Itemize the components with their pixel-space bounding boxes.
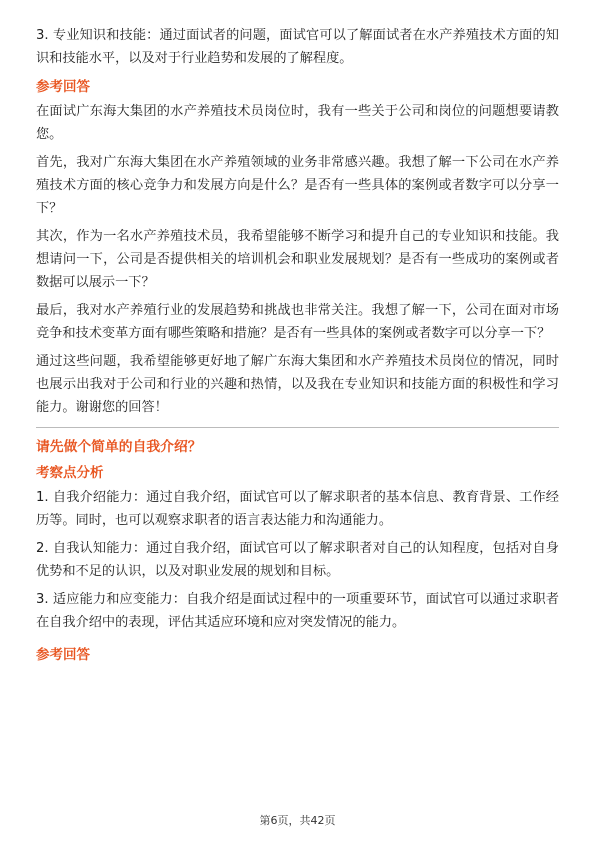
section-divider [36,427,559,428]
reference-answer-heading: 参考回答 [36,79,90,95]
analysis-point-3: 3. 专业知识和技能：通过面试者的问题，面试官可以了解面试者在水产养殖技术方面的知识和技能水平，以及对于行业趋势和发展的了解程度。 [36,28,559,66]
document-page [36,24,559,668]
answer-paragraph-first: 首先，我对广东海大集团在水产养殖领域的业务非常感兴趣。我想了解一下公司在水产养殖技术方面的核心竞争力和发展方向是什么？是否有一些具体的案例或者数字可以分享一下？ [36,155,559,216]
analysis-heading: 考察点分析 [36,465,104,481]
reference-answer-heading-2: 参考回答 [36,647,90,663]
answer-paragraph-second: 其次，作为一名水产养殖技术员，我希望能够不断学习和提升自己的专业知识和技能。我想请问一下，公司是否提供相关的培训机会和职业发展规划？是否有一些成功的案例或者数据可以展示一下？ [36,229,559,290]
answer-paragraph-conclusion: 通过这些问题，我希望能够更好地了解广东海大集团和水产养殖技术员岗位的情况，同时也展示出我对于公司和行业的兴趣和热情，以及我在专业知识和技能方面的积极性和学习能力。谢谢您的回答！ [36,354,559,415]
answer-paragraph-last: 最后，我对水产养殖行业的发展趋势和挑战也非常关注。我想了解一下，公司在面对市场竞争和技术变革方面有哪些策略和措施？是否有一些具体的案例或者数字可以分享一下？ [36,303,559,341]
analysis-point-item: 2. 自我认知能力：通过自我介绍，面试官可以了解求职者对自己的认知程度，包括对自身优势和不足的认识，以及对职业发展的规划和目标。 [36,541,559,579]
analysis-point-item: 1. 自我介绍能力：通过自我介绍，面试官可以了解求职者的基本信息、教育背景、工作经历等。同时，也可以观察求职者的语言表达能力和沟通能力。 [36,490,559,528]
page-number: 第6页，共42页 [259,814,336,827]
answer-paragraph-intro: 在面试广东海大集团的水产养殖技术员岗位时，我有一些关于公司和岗位的问题想要请教您。 [36,104,559,142]
question-title: 请先做个简单的自我介绍？ [36,439,202,455]
analysis-point-item: 3. 适应能力和应变能力：自我介绍是面试过程中的一项重要环节，面试官可以通过求职者在自我介绍中的表现，评估其适应环境和应对突发情况的能力。 [36,592,559,630]
